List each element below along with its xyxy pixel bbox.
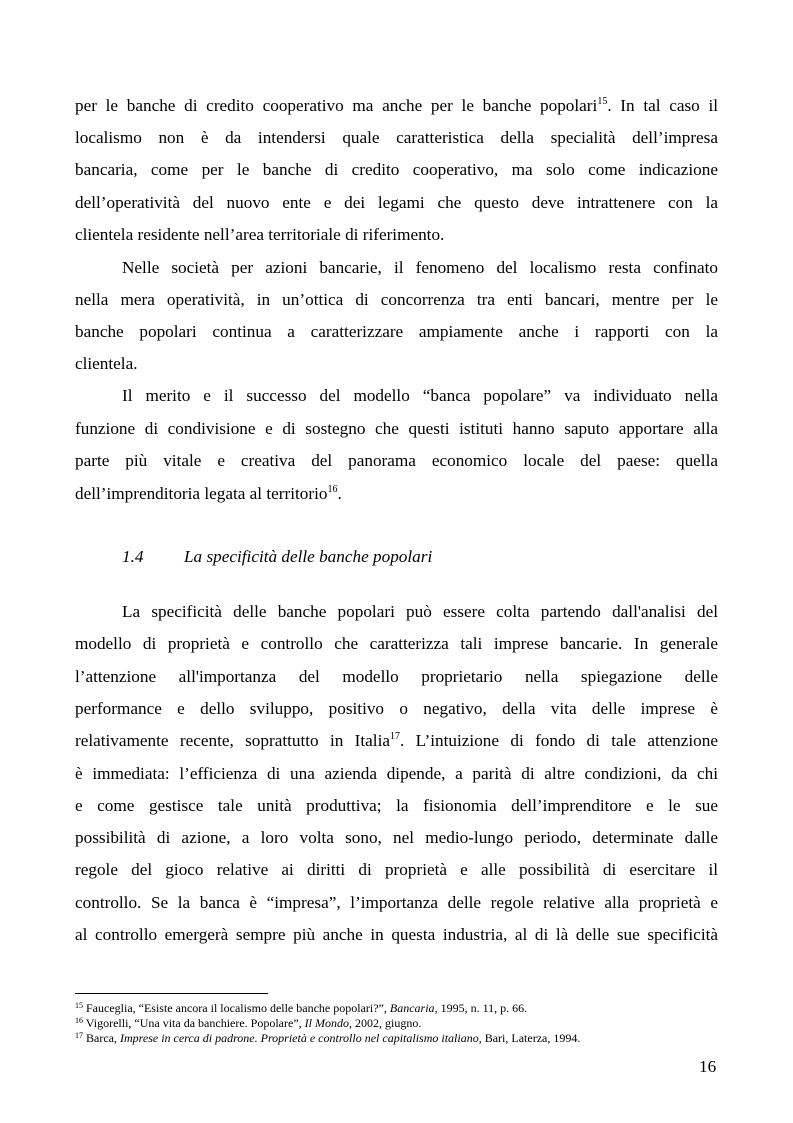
- body-line: modello di proprietà e controllo che caratterizza tali imprese bancarie. In generale: [75, 634, 718, 653]
- body-line: bancaria, come per le banche di credito cooperativo, ma solo come indicazione: [75, 160, 718, 179]
- body-line: regole del gioco relative ai diritti di proprietà e alle possibilità di esercitare il: [75, 860, 718, 879]
- body-line: performance e dello sviluppo, positivo o negativo, della vita delle imprese è: [75, 699, 718, 718]
- body-line: banche popolari continua a caratterizzare ampiamente anche i rapporti con la: [75, 322, 718, 341]
- section-title: La specificità delle banche popolari: [184, 547, 433, 566]
- body-line: Nelle società per azioni bancarie, il fenomeno del localismo resta confinato: [122, 258, 718, 277]
- body-line: clientela residente nell’area territoriale di riferimento.: [75, 225, 445, 244]
- body-line: nella mera operatività, in un’ottica di concorrenza tra enti bancari, mentre per le: [75, 290, 718, 309]
- footnote: $^{17}$ Barca, Imprese in cerca di padrone. Proprietà e controllo nel capitalismo italiano, Bari, Laterza, 1994.: [75, 1031, 581, 1045]
- footnote-ref[interactable]: 16: [327, 484, 338, 495]
- footnote-separator: [75, 993, 268, 994]
- footnote: $^{16}$ Vigorelli, “Una vita da banchiere. Popolare”, Il Mondo, 2002, giugno.: [75, 1016, 422, 1030]
- footnote-ref[interactable]: 17: [390, 731, 400, 742]
- body-line: dell’imprenditoria legata al territorio$^{16}$.: [75, 484, 342, 503]
- body-line: Il merito e il successo del modello “banca popolare” va individuato nella: [122, 386, 718, 405]
- body-line: localismo non è da intendersi quale caratteristica della specialità dell’impresa: [75, 128, 718, 147]
- footnote: $^{15}$ Fauceglia, “Esiste ancora il localismo delle banche popolari?”, Bancaria, 1995, n. 11, p. 66.: [75, 1001, 528, 1015]
- body-line: e come gestisce tale unità produttiva; la fisionomia dell’imprenditore e le sue: [75, 796, 718, 815]
- body-line: per le banche di credito cooperativo ma anche per le banche popolari$^{15}$. In tal caso il: [75, 96, 718, 115]
- body-line: l’attenzione all'importanza del modello proprietario nella spiegazione delle: [75, 667, 718, 686]
- section-heading: [122, 547, 432, 567]
- footnote-ref[interactable]: 15: [597, 96, 608, 107]
- section-number: 1.4: [122, 547, 144, 566]
- page-number: 16: [699, 1057, 717, 1076]
- body-line: relativamente recente, soprattutto in Italia$^{17}$. L’intuizione di fondo di tale attenzione: [75, 731, 718, 750]
- body-line: La specificità delle banche popolari può essere colta partendo dall'analisi del: [122, 602, 718, 621]
- body-line: controllo. Se la banca è “impresa”, l’importanza delle regole relative alla proprietà e: [75, 893, 718, 912]
- body-line: al controllo emergerà sempre più anche in questa industria, al di là delle sue specificità: [75, 925, 718, 944]
- body-line: possibilità di azione, a loro volta sono, nel medio-lungo periodo, determinate dalle: [75, 828, 718, 847]
- body-line: dell’operatività del nuovo ente e dei legami che questo deve intrattenere con la: [75, 193, 718, 212]
- body-line: parte più vitale e creativa del panorama economico locale del paese: quella: [75, 451, 718, 470]
- body-line: clientela.: [75, 354, 138, 373]
- body-line: è immediata: l’efficienza di una azienda dipende, a parità di altre condizioni, da chi: [75, 764, 718, 783]
- body-line: funzione di condivisione e di sostegno che questi istituti hanno saputo apportare alla: [75, 419, 718, 438]
